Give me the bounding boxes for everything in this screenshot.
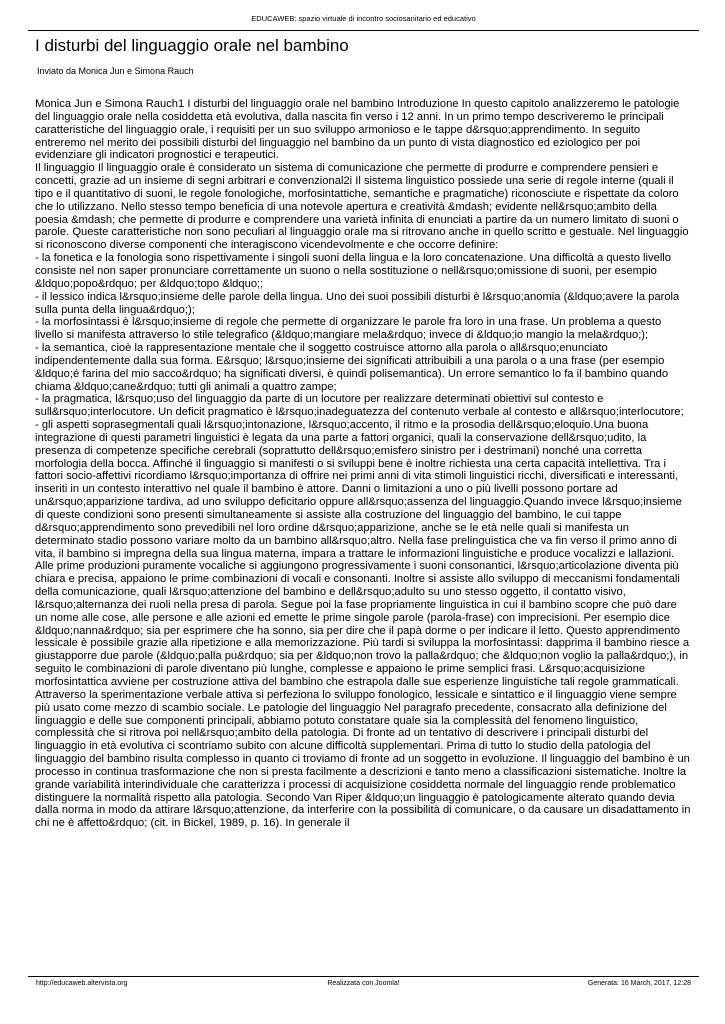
article-title: I disturbi del linguaggio orale nel bambino [35, 36, 349, 55]
article-byline: Inviato da Monica Jun e Simona Rauch [37, 66, 194, 76]
footer-url[interactable]: http://educaweb.altervista.org [36, 980, 128, 987]
page-footer [28, 976, 699, 991]
site-header [28, 14, 699, 31]
article-body: Monica Jun e Simona Rauch1 I disturbi del linguaggio orale nel bambino Introduzione In questo capitolo analizzeremo le patologie del linguaggio orale nella cosiddetta età evolutiva, dalla nascita fin verso i 12 anni. In un primo tempo descriveremo le principali caratteristiche del linguaggio orale, i requisiti per un suo sviluppo armonioso e le tappe d&rsquo;apprendimento. In seguito entreremo nel merito dei possibili disturbi del linguaggio nel bambino da un punto di vista diagnostico ed eziologico per poi evidenziare gli indicatori prognostici e terapeutici. Il linguaggio Il linguaggio orale è considerato un sistema di comunicazione che permette di produrre e comprendere pensieri e concetti, grazie ad un insieme di segni arbitrari e convenzional2i Il sistema linguistico possiede una serie di regole interne (quali il tipo e il quantitativo di suoni, le regole fonologiche, morfosintattiche, semantiche e pragmatiche) riconosciute e rispettate da coloro che lo utilizzano. Nello stesso tempo beneficia di una notevole apertura e creatività &mdash; evidente nell&rsquo;ambito della poesia &mdash; che permette di produrre e comprendere una varietà infinita di enunciati a partire da un numero limitato di suoni o parole. Queste caratteristiche non sono peculiari al linguaggio orale ma si ritrovano anche in quello scritto e gestuale. Nel linguaggio si riconoscono diverse componenti che interagiscono vicendevolmente e che occorre definire: - la fonetica e la fonologia sono rispettivamente i singoli suoni della lingua e la loro concatenazione. Una difficoltà a questo livello consiste nel non saper pronunciare correttamente un suono o nella sostituzione o nell&rsquo;omissione di suoni, per esempio &ldquo;popo&rdquo; per &ldquo;topo &ldquo;; - il lessico indica l&rsquo;insieme delle parole della lingua. Uno dei suoi possibili disturbi è l&rsquo;anomia (&ldquo;avere la parola sulla punta della lingua&rdquo;); - la morfosintassi è l&rsquo;insieme di regole che permette di organizzare le parole fra loro in una frase. Un problema a questo livello si manifesta attraverso lo stile telegrafico (&ldquo;mangiare mela&rdquo; invece di &ldquo;io mangio la mela&rdquo;); - la semantica, cioè la rappresentazione mentale che il soggetto costruisce attorno alla parola o all&rsquo;enunciato indipendentemente dalla sua forma. E&rsquo; l&rsquo;insieme dei significati attribuibili a una parola o a una frase (per esempio &ldquo;é farina del mio sacco&rdquo; ha significati diversi, è quindi polisemantica). Un errore semantico lo fa il bambino quando chiama &ldquo;cane&rdquo; tutti gli animali a quattro zampe; - la pragmatica, l&rsquo;uso del linguaggio da parte di un locutore per realizzare determinati obiettivi sul contesto e sull&rsquo;interlocutore. Un deficit pragmatico è l&rsquo;inadeguatezza del contenuto verbale al contesto e all&rsquo;interlocutore; - gli aspetti soprasegmentali quali l&rsquo;intonazione, l&rsquo;accento, il ritmo e la prosodia dell&rsquo;eloquio.Una buona integrazione di questi parametri linguistici è legata da una parte a fattori organici, quali la conservazione dell&rsquo;udito, la presenza di competenze specifiche cerebrali (soprattutto dell&rsquo;emisfero sinistro per i destrimani) nonché una corretta morfologia della bocca. Affinché il linguaggio si manifesti o si sviluppi bene è inoltre richiesta una certa capacità intellettiva. Tra i fattori socio-affettivi ricordiamo l&rsquo;importanza di offrire nei primi anni di vita stimoli linguistici ricchi, diversificati e interessanti, inseriti in un contesto interattivo nel quale il bambino è attore. Danni o limitazioni a uno o più livelli possono portare ad un&rsquo;apparizione tardiva, ad uno sviluppo deficitario oppure all&rsquo;assenza del linguaggio.Quando invece l&rsquo;insieme di queste condizioni sono presenti simultaneamente si assiste alla costruzione del linguaggio del bambino, le cui tappe d&rsquo;apprendimento sono prevedibili nel loro ordine d&rsquo;apparizione, anche se le età nelle quali si manifesta un determinato stadio possono variare molto da un bambino all&rsquo;altro. Nella fase prelinguistica che va fin verso il primo anno di vita, il bambino si impregna della sua lingua materna, impara a trattare le informazioni linguistiche e produce vocalizzi e lallazioni. Alle prime produzioni puramente vocaliche si aggiungono progressivamente i suoni consonantici, l&rsquo;articolazione diventa più chiara e precisa, appaiono le prime combinazioni di vocali e consonanti. Inoltre si assiste allo sviluppo di meccanismi fondamentali della comunicazione, quali l&rsquo;attenzione del bambino e dell&rsquo;adulto su uno stesso oggetto, il contatto visivo, l&rsquo;alternanza dei ruoli nella presa di parola. Segue poi la fase propriamente linguistica in cui il bambino scopre che può dare un nome alle cose, alle persone e alle azioni ed emette le prime singole parole (parola-frase) con imprecisioni. Per esempio dice &ldquo;nanna&rdquo; sia per esprimere che ha sonno, sia per dire che il papà dorme o per indicare il letto. Questo apprendimento lessicale è possibile grazie alla ripetizione e alla memorizzazione. Più tardi si sviluppa la morfosintassi: dapprima il bambino riesce a giustapporre due parole (&ldquo;palla pu&rdquo; sia per &ldquo;non trovo la palla&rdquo; che &ldquo;non voglio la palla&rdquo;), in seguito le combinazioni di parole diventano più lunghe, complesse e appaiono le prime semplici frasi. L&rsquo;acquisizione morfosintattica avviene per costruzione attiva del bambino che estrapola dalle sue esperienze linguistiche tali regole grammaticali. Attraverso la sperimentazione verbale attiva si perfeziona lo sviluppo fonologico, lessicale e sintattico e il linguaggio viene sempre più usato come mezzo di scambio sociale. Le patologie del linguaggio Nel paragrafo precedente, consacrato alla definizione del linguaggio e delle sue componenti principali, abbiamo potuto constatare quale sia la complessità del fenomeno linguistico, complessità che si ritrova poi nell&rsquo;ambito della patologia. Di fronte ad un tentativo di descrivere i principali disturbi del linguaggio in età evolutiva ci scontriamo subito con alcune difficoltà supplementari. Prima di tutto lo studio della patologia del linguaggio del bambino risulta complesso in quanto ci troviamo di fronte ad un soggetto in evoluzione. Il linguaggio del bambino è un processo in continua trasformazione che non si presta facilmente a descrizioni e tanto meno a classificazioni sistematiche. Inoltre la grande variabilità interindividuale che caratterizza i processi di acquisizione cosiddetta normale del linguaggio rende problematico distinguere la normalità rispetto alla patologia. Secondo Van Riper &ldquo;un linguaggio è patologicamente alterato quando devia dalla norma in modo da attirare l&rsquo;attenzione, da interferire con la possibilità di comunicare, o da causare un disadattamento in chi ne è affetto&rdquo; (cit. in Bickel, 1989, p. 16). In generale il [35, 98, 691, 830]
footer-generated-date: Generata: 16 March, 2017, 12:28 [587, 980, 691, 987]
footer-credit: Realizzata con Joomla! [327, 980, 400, 987]
site-name: EDUCAWEB: spazio virtuale di incontro sociosanitario ed educativo [251, 14, 476, 23]
